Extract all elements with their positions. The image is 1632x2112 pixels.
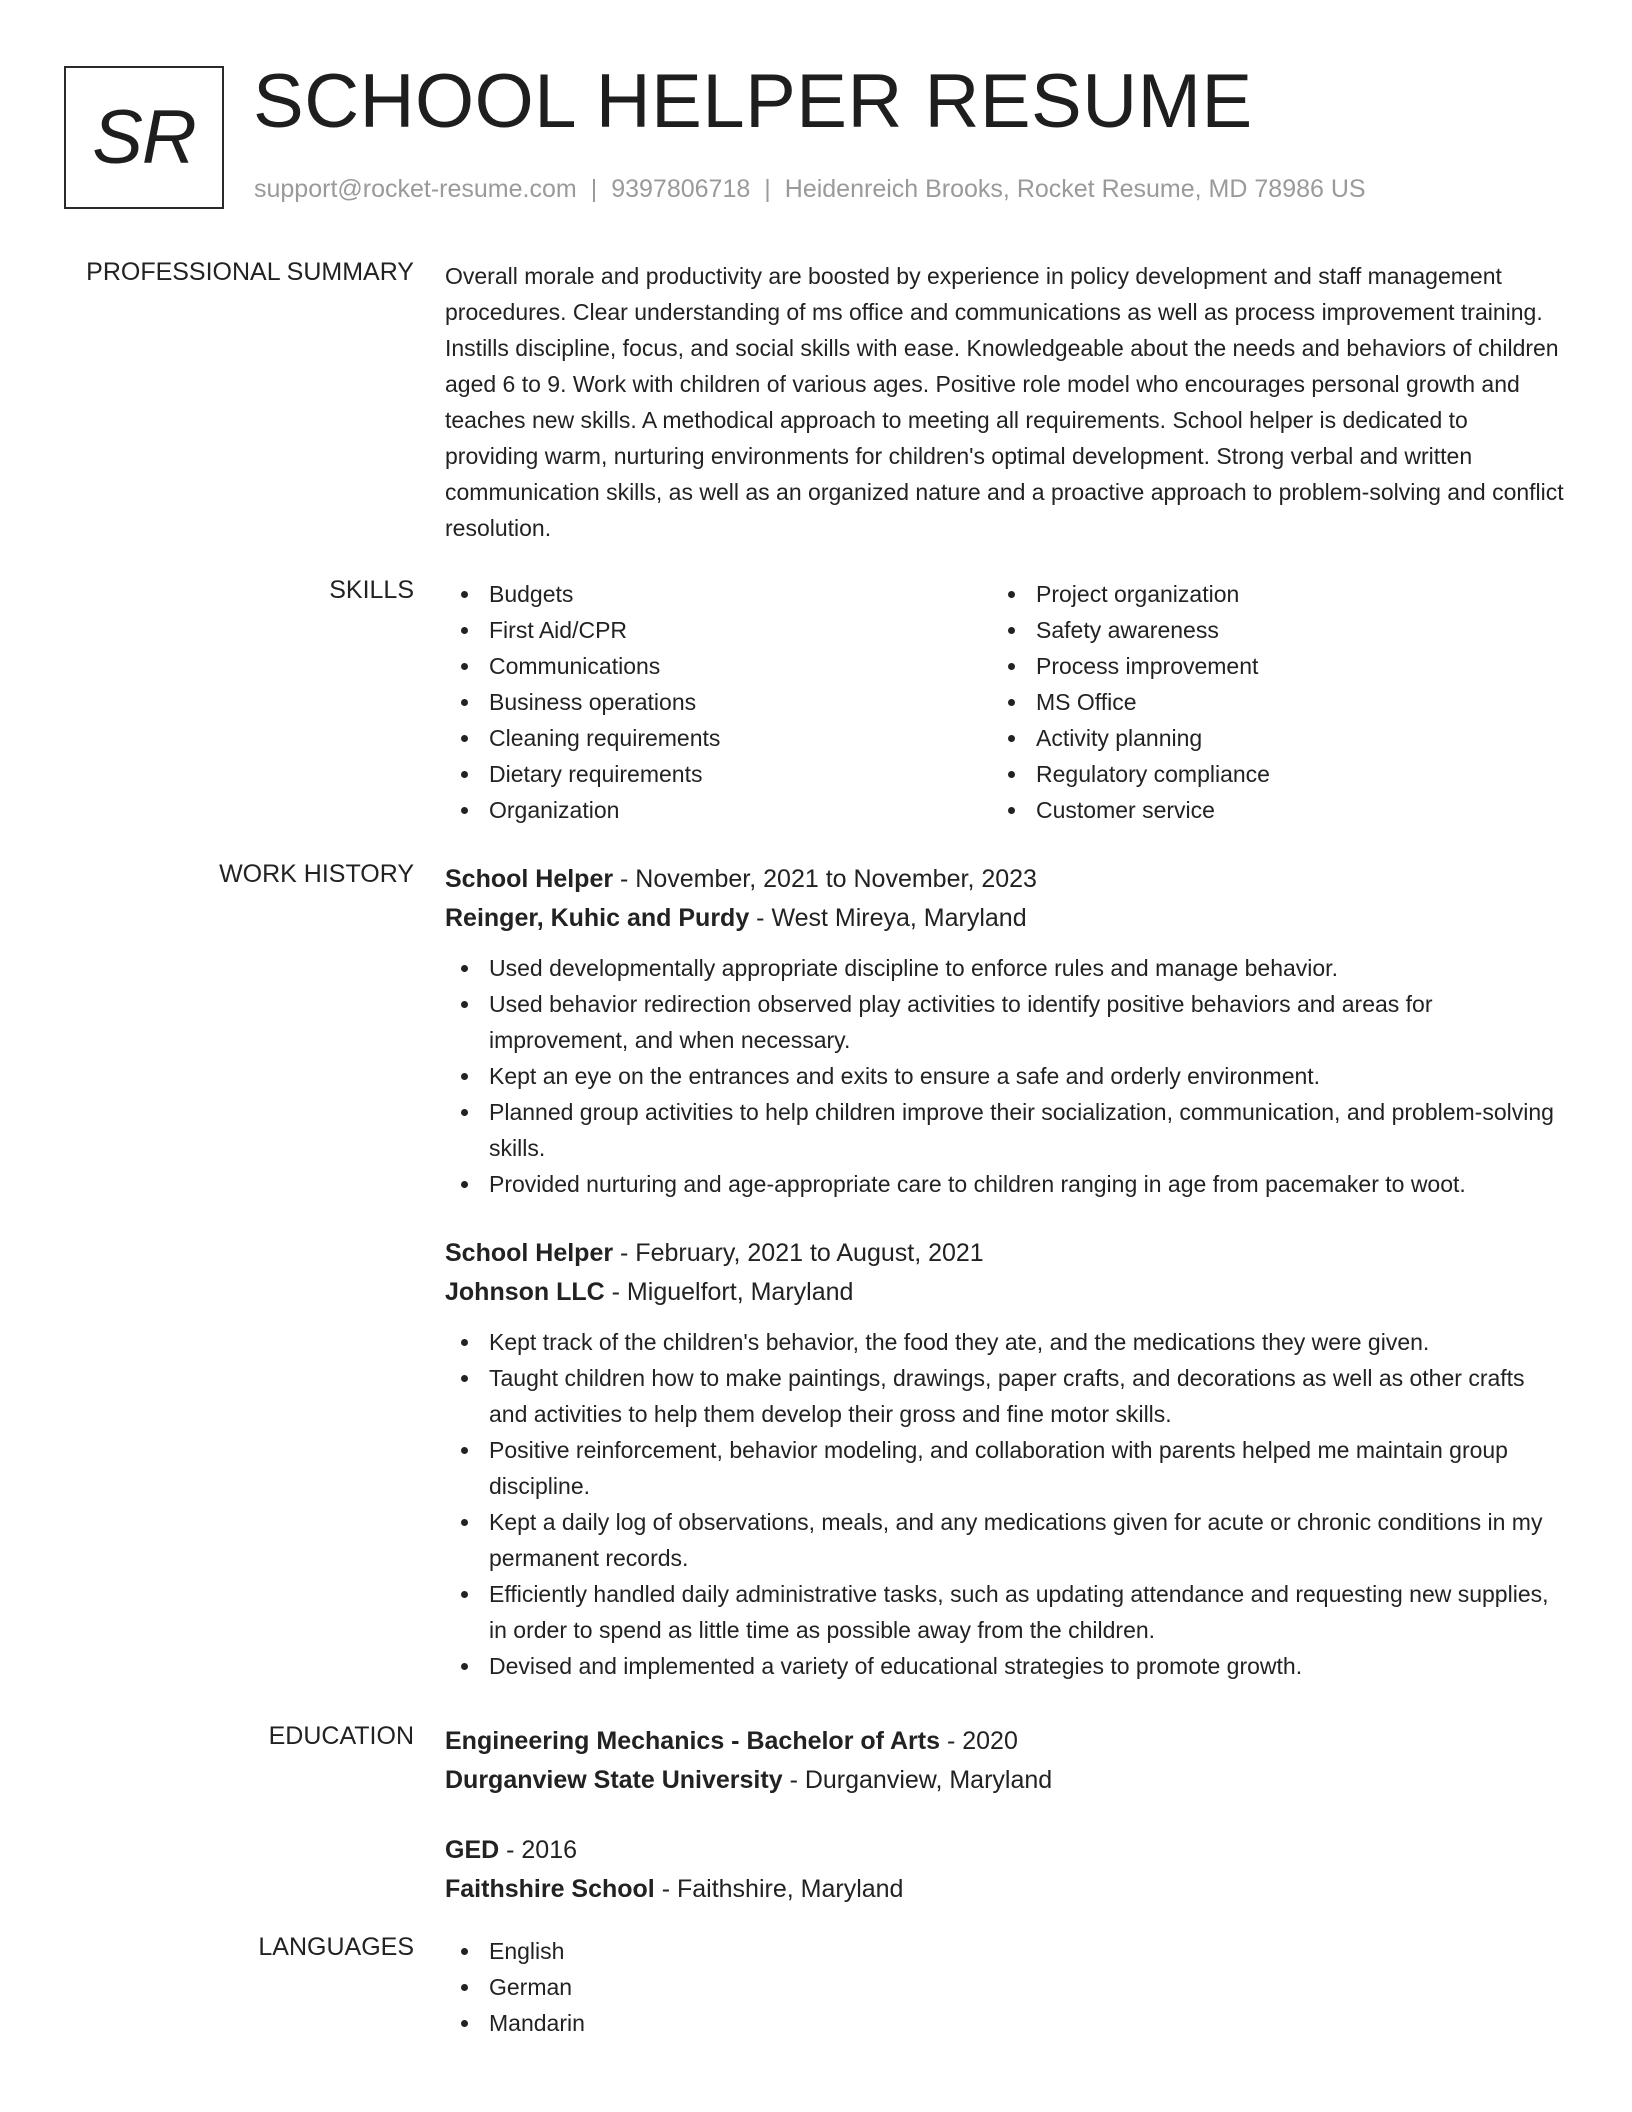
- language-item: English: [445, 1933, 1565, 1969]
- contact-email: support@rocket-resume.com: [254, 175, 577, 203]
- job-title-line: [445, 860, 1565, 899]
- job-entry: [445, 860, 1565, 1202]
- school: Durganview State University: [445, 1766, 783, 1794]
- skill-item: Process improvement: [992, 648, 1539, 684]
- job-location: - Miguelfort, Maryland: [604, 1278, 854, 1306]
- language-item: Mandarin: [445, 2005, 1565, 2041]
- resume-title: SCHOOL HELPER RESUME: [253, 59, 1253, 144]
- skill-item: MS Office: [992, 684, 1539, 720]
- languages-body: [445, 1933, 1565, 2041]
- skills-columns: [445, 576, 1565, 828]
- job-duty: Kept a daily log of observations, meals, and any medications given for acute or chronic conditions in my permanent records.: [445, 1504, 1565, 1576]
- job-dates: - November, 2021 to November, 2023: [613, 865, 1037, 893]
- job-company-line: [445, 1273, 1565, 1312]
- job-duty: Provided nurturing and age-appropriate care to children ranging in age from pacemaker to woot.: [445, 1166, 1565, 1202]
- skills-list-left: [445, 576, 992, 828]
- degree: Engineering Mechanics - Bachelor of Arts: [445, 1727, 941, 1755]
- contact-line: [254, 175, 1366, 204]
- work-history-body: [445, 860, 1565, 1684]
- job-location: - West Mireya, Maryland: [749, 904, 1027, 932]
- monogram-box: [64, 66, 224, 209]
- education-entry: [445, 1722, 1565, 1800]
- school-location: - Faithshire, Maryland: [654, 1875, 904, 1903]
- skill-item: Communications: [445, 648, 992, 684]
- job-dates: - February, 2021 to August, 2021: [613, 1239, 984, 1267]
- contact-separator: |: [764, 175, 771, 203]
- job-duty: Positive reinforcement, behavior modeling, and collaboration with parents helped me maintain group discipline.: [445, 1432, 1565, 1504]
- skill-item: Safety awareness: [992, 612, 1539, 648]
- section-label-education: EDUCATION: [268, 1722, 414, 1750]
- languages-list: [445, 1933, 1565, 2041]
- job-company-line: [445, 899, 1565, 938]
- skill-item: Budgets: [445, 576, 992, 612]
- job-company: Reinger, Kuhic and Purdy: [445, 904, 750, 932]
- skill-item: First Aid/CPR: [445, 612, 992, 648]
- job-duty: Efficiently handled daily administrative tasks, such as updating attendance and requesting new supplies, in order to spend as little time as possible away from the children.: [445, 1576, 1565, 1648]
- job-company: Johnson LLC: [445, 1278, 605, 1306]
- language-item: German: [445, 1969, 1565, 2005]
- job-duty: Kept an eye on the entrances and exits to ensure a safe and orderly environment.: [445, 1058, 1565, 1094]
- skills-list-right: [992, 576, 1539, 828]
- school-line: [445, 1870, 1565, 1909]
- job-title: School Helper: [445, 865, 614, 893]
- job-title: School Helper: [445, 1239, 614, 1267]
- contact-separator: |: [590, 175, 598, 203]
- section-label-summary: PROFESSIONAL SUMMARY: [86, 258, 414, 286]
- school-line: [445, 1761, 1565, 1800]
- education-entry: [445, 1831, 1565, 1909]
- job-duties-list: [445, 1324, 1565, 1684]
- section-label-skills: SKILLS: [329, 576, 414, 604]
- summary-text: Overall morale and productivity are boosted by experience in policy development and staff management procedures. Clear understanding of ms office and communications as well as process improvement training. Instills discipline, focus, and social skills with ease. Knowledgeable about the needs and behaviors of children aged 6 to 9. Work with children of various ages. Positive role model who encourages personal growth and teaches new skills. A methodical approach to meeting all requirements. School helper is dedicated to providing warm, nurturing environments for children's optimal development. Strong verbal and written communication skills, as well as an organized nature and a proactive approach to problem-solving and conflict resolution.: [445, 263, 1564, 541]
- job-duty: Used developmentally appropriate discipline to enforce rules and manage behavior.: [445, 950, 1565, 986]
- skill-item: Business operations: [445, 684, 992, 720]
- skill-item: Project organization: [992, 576, 1539, 612]
- skill-item: Regulatory compliance: [992, 756, 1539, 792]
- job-duty: Planned group activities to help children improve their socialization, communication, and problem-solving skills.: [445, 1094, 1565, 1166]
- contact-phone: 9397806718: [611, 175, 751, 203]
- job-duty: Devised and implemented a variety of educational strategies to promote growth.: [445, 1648, 1565, 1684]
- job-duty: Taught children how to make paintings, drawings, paper crafts, and decorations as well as other crafts and activities to help them develop their gross and fine motor skills.: [445, 1360, 1565, 1432]
- degree-line: [445, 1722, 1565, 1761]
- skill-item: Customer service: [992, 792, 1539, 828]
- degree-year: - 2020: [940, 1727, 1018, 1755]
- section-label-work-history: WORK HISTORY: [219, 860, 414, 888]
- degree-year: - 2016: [499, 1836, 578, 1864]
- skill-item: Cleaning requirements: [445, 720, 992, 756]
- job-duty: Used behavior redirection observed play activities to identify positive behaviors and areas for improvement, and when necessary.: [445, 986, 1565, 1058]
- job-title-line: [445, 1234, 1565, 1273]
- school-location: - Durganview, Maryland: [782, 1766, 1053, 1794]
- education-body: [445, 1722, 1565, 1909]
- job-entry: [445, 1234, 1565, 1684]
- job-duties-list: [445, 950, 1565, 1202]
- skill-item: Organization: [445, 792, 992, 828]
- monogram-initials: SR: [92, 95, 196, 180]
- skill-item: Activity planning: [992, 720, 1539, 756]
- skill-item: Dietary requirements: [445, 756, 992, 792]
- section-label-languages: LANGUAGES: [258, 1933, 414, 1961]
- job-duty: Kept track of the children's behavior, the food they ate, and the medications they were given.: [445, 1324, 1565, 1360]
- contact-address: Heidenreich Brooks, Rocket Resume, MD 78986 US: [784, 175, 1366, 203]
- degree-line: [445, 1831, 1565, 1870]
- school: Faithshire School: [445, 1875, 655, 1903]
- degree: GED: [445, 1836, 500, 1864]
